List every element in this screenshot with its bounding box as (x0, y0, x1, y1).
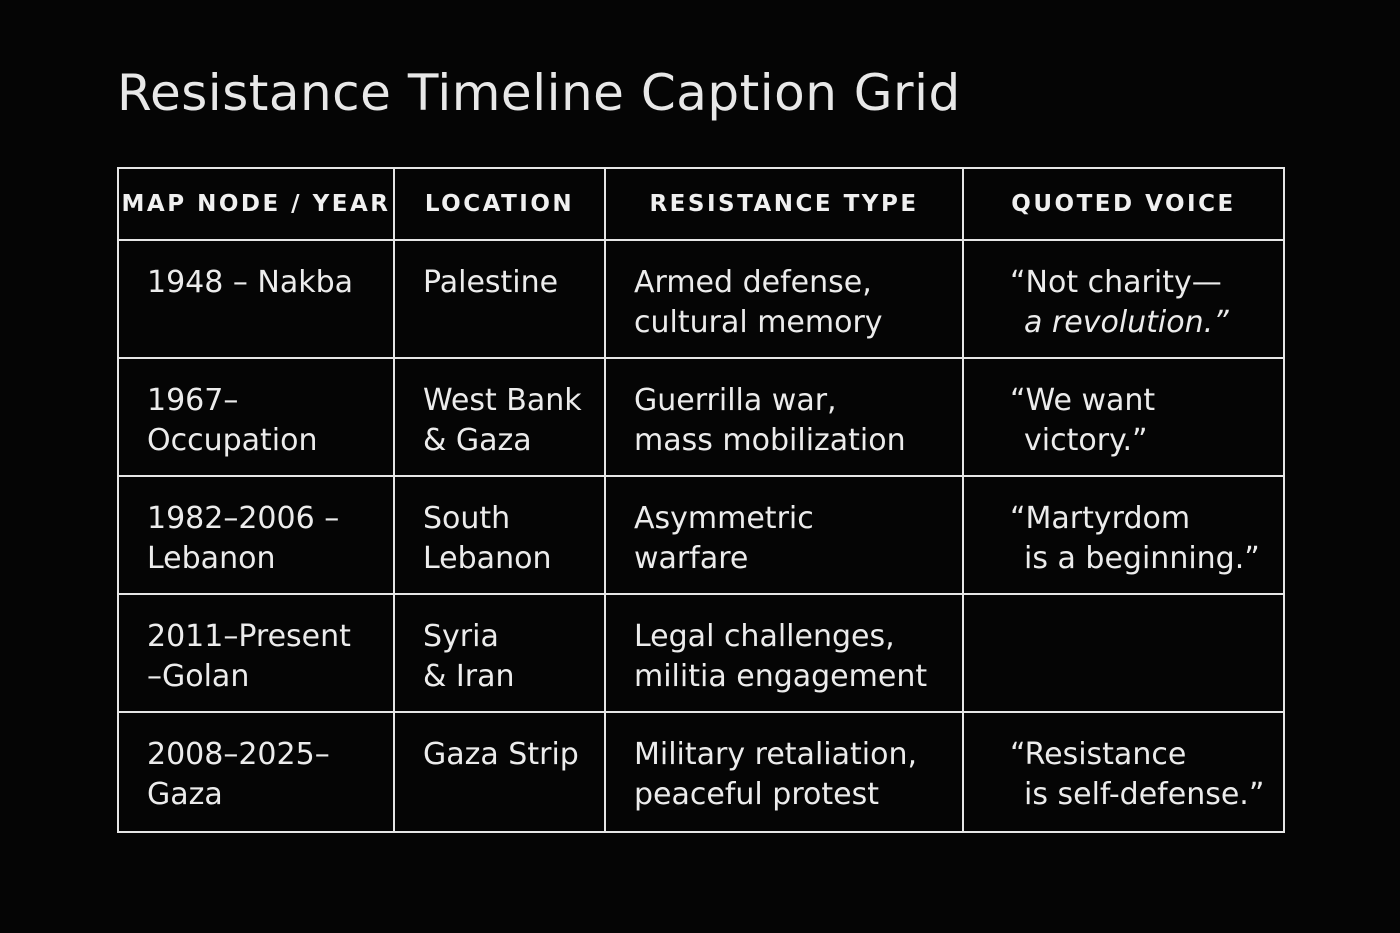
cell-text: & Gaza (423, 423, 532, 458)
cell-text: peaceful protest (634, 777, 879, 812)
resistance-type-cell (605, 476, 963, 594)
map-node-cell (118, 712, 394, 832)
location-cell (394, 712, 605, 832)
cell-text: Asymmetric (634, 501, 814, 536)
quote-text: is a beginning.” (1024, 541, 1260, 576)
cell-text: Armed defense, (634, 265, 872, 300)
cell-text: Occupation (147, 423, 318, 458)
location-cell (394, 476, 605, 594)
cell-text: Gaza (147, 777, 223, 812)
quoted-voice-cell (963, 358, 1284, 476)
quote-text: “Not charity— (1010, 265, 1222, 300)
quoted-voice-cell (963, 476, 1284, 594)
quote-text: “We want (1010, 383, 1156, 418)
cell-text: 2008–2025– (147, 737, 330, 772)
quoted-voice-cell (963, 594, 1284, 712)
cell-text: Gaza Strip (423, 737, 579, 772)
table-row (118, 712, 1284, 832)
cell-text: Palestine (423, 265, 559, 300)
cell-text: 1982–2006 – (147, 501, 340, 536)
cell-text: 1967– (147, 383, 239, 418)
resistance-type-cell (605, 594, 963, 712)
cell-text: South (423, 501, 511, 536)
timeline-table (117, 167, 1285, 833)
cell-text: & Iran (423, 659, 515, 694)
table-row (118, 358, 1284, 476)
resistance-type-cell (605, 240, 963, 358)
header-resistance-type: RESISTANCE TYPE (605, 168, 963, 240)
header-map-node-year: MAP NODE / YEAR (118, 168, 394, 240)
resistance-type-cell (605, 358, 963, 476)
cell-text: Legal challenges, (634, 619, 895, 654)
cell-text: Military retaliation, (634, 737, 917, 772)
quoted-voice-cell (963, 712, 1284, 832)
page-title: Resistance Timeline Caption Grid (117, 64, 961, 122)
cell-text: Lebanon (423, 541, 552, 576)
header-location: LOCATION (394, 168, 605, 240)
location-cell (394, 240, 605, 358)
cell-text: warfare (634, 541, 749, 576)
quote-text: is self-defense.” (1024, 777, 1265, 812)
table-row (118, 476, 1284, 594)
cell-text: militia engagement (634, 659, 928, 694)
header-row (118, 168, 1284, 240)
cell-text: Lebanon (147, 541, 276, 576)
resistance-type-cell (605, 712, 963, 832)
cell-text: 2011–Present (147, 619, 351, 654)
location-cell (394, 358, 605, 476)
map-node-cell (118, 476, 394, 594)
cell-text: Guerrilla war, (634, 383, 837, 418)
location-cell (394, 594, 605, 712)
cell-text: cultural memory (634, 305, 883, 340)
quoted-voice-cell (963, 240, 1284, 358)
cell-text: 1948 – Nakba (147, 265, 354, 300)
quote-text: “Resistance (1010, 737, 1187, 772)
map-node-cell (118, 240, 394, 358)
cell-text: West Bank (423, 383, 582, 418)
header-quoted-voice: QUOTED VOICE (963, 168, 1284, 240)
cell-text: mass mobilization (634, 423, 906, 458)
map-node-cell (118, 594, 394, 712)
table-row (118, 240, 1284, 358)
cell-text: Syria (423, 619, 499, 654)
cell-text: –Golan (147, 659, 250, 694)
table-row (118, 594, 1284, 712)
quote-text: “Martyrdom (1010, 501, 1191, 536)
quote-text: a revolution.” (1024, 305, 1229, 340)
quote-text: victory.” (1024, 423, 1148, 458)
map-node-cell (118, 358, 394, 476)
